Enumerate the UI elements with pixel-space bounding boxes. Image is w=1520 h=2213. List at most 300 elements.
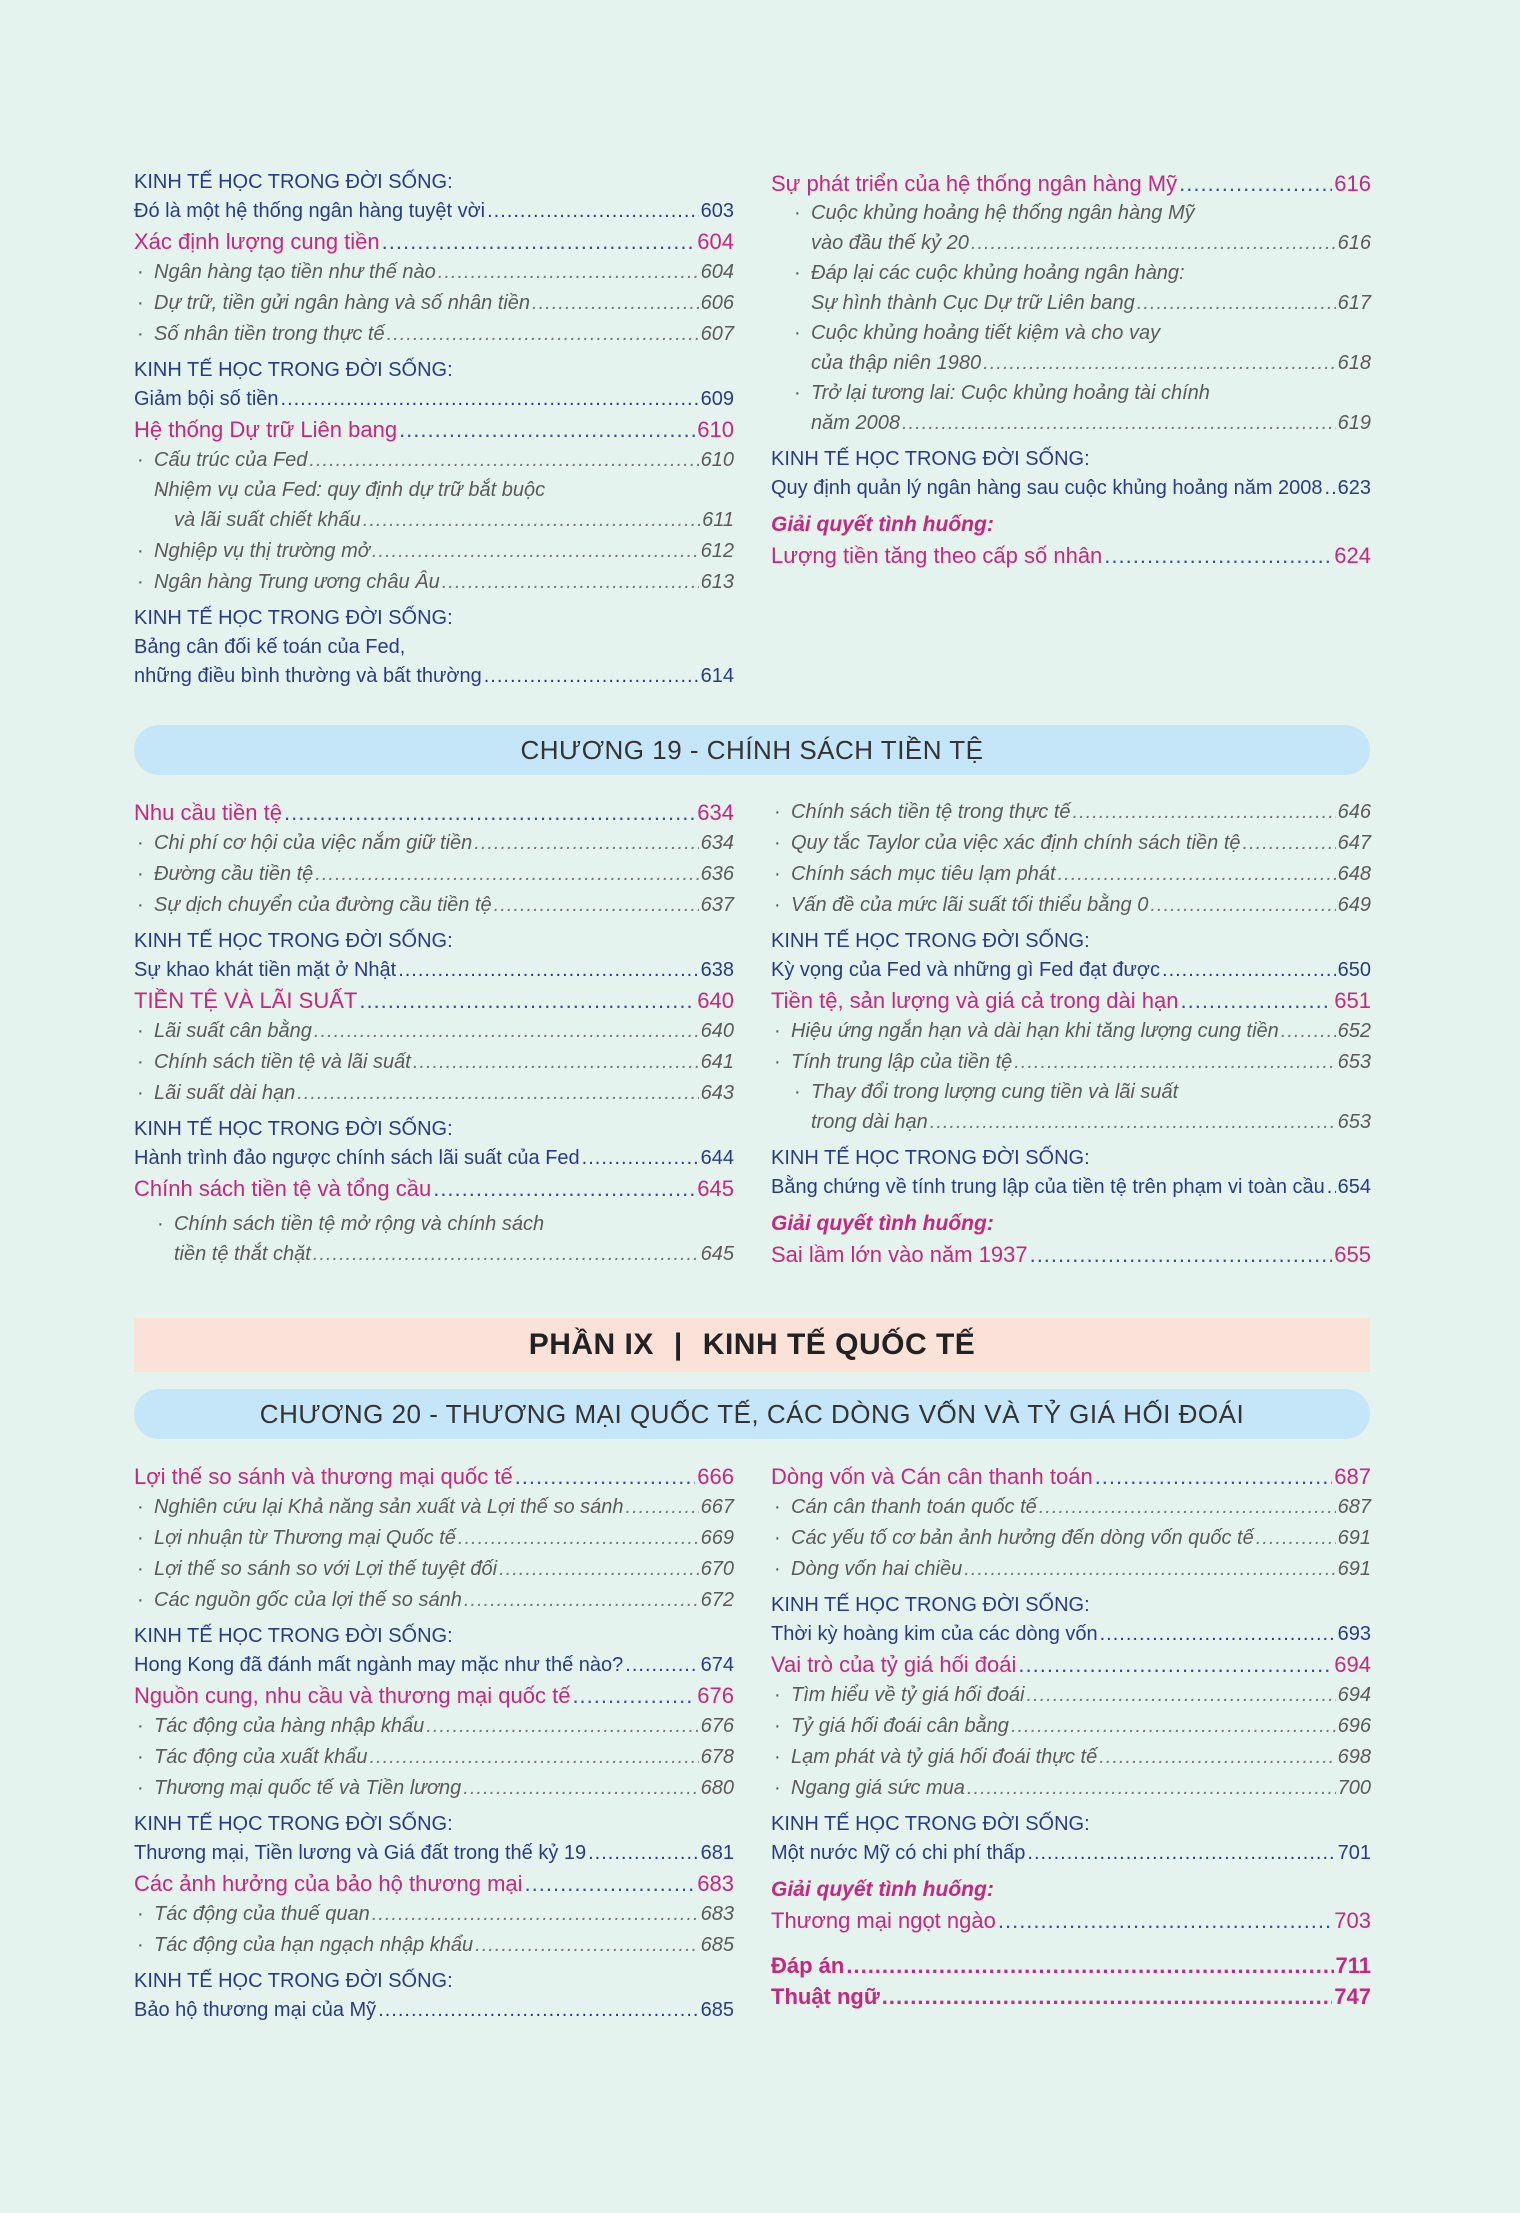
toc-section[interactable] [134,1868,734,1899]
toc-subentry[interactable] [771,1680,1371,1711]
leader-dots [363,505,700,536]
subentry-page: 694 [1337,1684,1371,1706]
case-study-page: 624 [1334,543,1371,568]
toc-subentry[interactable] [771,1711,1371,1742]
leader-dots [372,1899,699,1930]
section-page: 604 [697,229,734,254]
toc-subentry[interactable] [771,1523,1371,1554]
leader-dots [398,956,698,985]
subentry-page: 698 [1337,1746,1371,1768]
toc-section[interactable] [771,1461,1371,1492]
toc-case-study[interactable] [771,1239,1371,1270]
toc-subentry[interactable] [134,288,734,319]
toc-subentry[interactable] [134,1078,734,1109]
subentry-title: tiền tệ thắt chặt [174,1243,311,1265]
leader-dots [964,1554,1335,1585]
subentry-title: · Lạm phát và tỷ giá hối đoái thực tế [791,1746,1098,1768]
toc-section[interactable] [134,414,734,445]
case-study-title: Lượng tiền tăng theo cấp số nhân [771,543,1103,568]
toc-subentry[interactable] [771,1047,1371,1078]
case-study-title: Thương mại ngọt ngào [771,1908,996,1933]
subentry-title: · Dự trữ, tiền gửi ngân hàng và số nhân tiền [154,292,531,314]
leader-dots [281,385,699,414]
subentry-title: · Nghiệp vụ thị trường mở [154,540,370,562]
subentry-page: 611 [702,509,734,531]
subentry-title: · Quy tắc Taylor của việc xác định chính sách tiền tệ [791,832,1241,854]
block3-right-column [771,1461,1371,2012]
subentry-page: 613 [700,571,734,593]
entry-title: Sự khao khát tiền mặt ở Nhật [134,959,397,981]
entry-title: Bằng chứng về tính trung lập của tiền tệ trên phạm vi toàn cầu [771,1176,1325,1198]
leader-dots [382,226,696,257]
toc-entry[interactable] [134,1144,734,1173]
entry-title: những điều bình thường và bất thường [134,665,482,687]
toc-subentry[interactable] [134,1047,734,1078]
leader-dots [433,1173,695,1204]
leader-dots [588,1839,699,1868]
entry-page: 650 [1337,959,1371,981]
leader-dots [442,567,699,598]
subentry-title-line1[interactable]: · Cuộc khủng hoảng tiết kiệm và cho vay [771,319,1371,348]
leader-dots [369,1742,698,1773]
case-study-page: 703 [1334,1908,1371,1933]
leader-dots [525,1868,696,1899]
entry-title-line1[interactable]: Bảng cân đối kế toán của Fed, [134,636,406,658]
block1-right-column [771,168,1371,571]
entry-title: Kỳ vọng của Fed và những gì Fed đạt được [771,959,1161,981]
section-title: Chính sách tiền tệ và tổng cầu [134,1176,432,1201]
toc-subentry[interactable] [134,257,734,288]
leader-dots [902,408,1336,439]
subentry-title: · Ngân hàng Trung ương châu Âu [154,571,440,593]
leader-dots [413,1047,699,1078]
leader-dots [314,1016,699,1047]
section-title: TIỀN TỆ VÀ LÃI SUẤT [134,988,358,1013]
subentry-title-line1[interactable]: · Chính sách tiền tệ mở rộng và chính sách [134,1210,734,1239]
subentry-title: và lãi suất chiết khấu [174,509,361,531]
leader-dots [1095,1461,1333,1492]
toc-subentry[interactable] [771,797,1371,828]
toc-subentry[interactable] [771,1016,1371,1047]
toc-subentry[interactable] [134,1899,734,1930]
toc-subentry[interactable] [134,1585,734,1616]
subentry-page: 618 [1337,352,1371,374]
leader-dots [1073,797,1336,828]
subentry-page: 610 [700,449,734,471]
entry-title: Hành trình đảo ngược chính sách lãi suất của Fed [134,1147,580,1169]
case-study-label: Giải quyết tình huống: [771,513,994,536]
entry-page: 685 [700,1999,734,2021]
subentry-page: 653 [1337,1111,1371,1133]
kt-label: KINH TẾ HỌC TRONG ĐỜI SỐNG: [134,1970,453,1992]
toc-entry[interactable] [771,1173,1371,1202]
subentry-page: 647 [1337,832,1371,854]
subentry-page: 617 [1337,292,1371,314]
subentry-title-line1[interactable]: · Thay đổi trong lượng cung tiền và lãi suất [771,1078,1371,1107]
entry-title: Thương mại, Tiền lương và Giá đất trong thế kỷ 19 [134,1842,587,1864]
toc-subentry[interactable] [134,890,734,921]
glossary-title: Thuật ngữ [771,1984,880,2009]
leader-dots [1011,1711,1336,1742]
leader-dots [1325,474,1336,503]
kt-label: KINH TẾ HỌC TRONG ĐỜI SỐNG: [134,1813,453,1835]
toc-subentry[interactable] [134,1492,734,1523]
subentry-page: 691 [1337,1558,1371,1580]
toc-glossary[interactable] [771,1981,1371,2012]
subentry-page: 604 [700,261,734,283]
section-page: 640 [697,988,734,1013]
glossary-page: 747 [1334,1984,1371,2009]
subentry-title: · Tỷ giá hối đoái cân bằng [791,1715,1009,1737]
leader-dots [309,445,698,476]
subentry-title-line1[interactable]: · Cuộc khủng hoảng hệ thống ngân hàng Mỹ [771,199,1371,228]
section-title: Sự phát triển của hệ thống ngân hàng Mỹ [771,171,1178,196]
toc-case-study[interactable] [771,1905,1371,1936]
toc-subentry[interactable] [771,828,1371,859]
subentry-title-line1[interactable]: · Nhiệm vụ của Fed: quy định dự trữ bắt buộc [134,476,734,505]
leader-dots [572,1680,695,1711]
entry-page: 638 [700,959,734,981]
toc-entry[interactable] [134,385,734,414]
chapter-title: CHƯƠNG 20 - THƯƠNG MẠI QUỐC TẾ, CÁC DÒNG VỐN VÀ TỶ GIÁ HỐI ĐOÁI [259,1398,1245,1429]
toc-case-study[interactable] [771,540,1371,571]
leader-dots [1243,828,1336,859]
toc-subentry[interactable] [771,228,1371,259]
toc-subentry[interactable] [771,1773,1371,1804]
toc-subentry[interactable] [134,445,734,476]
part-separator: | [673,1328,683,1361]
leader-dots [474,828,698,859]
subentry-page: 637 [700,894,734,916]
leader-dots [930,1107,1336,1138]
toc-entry[interactable] [771,1620,1371,1649]
section-page: 676 [697,1683,734,1708]
block3-left-column [134,1461,734,2025]
subentry-title: · Cán cân thanh toán quốc tế [791,1496,1037,1518]
toc-subentry[interactable] [771,859,1371,890]
leader-dots [426,1711,698,1742]
toc-entry[interactable] [771,1839,1371,1868]
section-page: 634 [697,800,734,825]
section-page: 687 [1334,1464,1371,1489]
subentry-page: 672 [700,1589,734,1611]
subentry-title: · Ngân hàng tạo tiền như thế nào [154,261,436,283]
subentry-title: năm 2008 [811,412,900,434]
subentry-title: · Nghiên cứu lại Khả năng sản xuất và Lợi thế so sánh [154,1496,624,1518]
toc-subentry[interactable] [771,1492,1371,1523]
subentry-title: · Lợi nhuận từ Thương mại Quốc tế [154,1527,456,1549]
toc-subentry[interactable] [134,1773,734,1804]
subentry-title-line1[interactable]: · Đáp lại các cuộc khủng hoảng ngân hàng: [771,259,1371,288]
subentry-title: vào đầu thế kỷ 20 [811,232,969,254]
leader-dots [387,319,699,350]
entry-title: Một nước Mỹ có chi phí thấp [771,1842,1026,1864]
entry-page: 674 [700,1654,734,1676]
toc-section[interactable] [134,226,734,257]
subentry-title: · Tác động của xuất khẩu [154,1746,368,1768]
leader-dots [1180,985,1332,1016]
subentry-title: · Lợi thế so sánh so với Lợi thế tuyệt đối [154,1558,498,1580]
toc-section[interactable] [134,1173,734,1204]
toc-entry[interactable] [134,1996,734,2025]
chapter-title: CHƯƠNG 19 - CHÍNH SÁCH TIỀN TỆ [520,734,984,765]
section-page: 694 [1334,1652,1371,1677]
leader-dots [1014,1047,1335,1078]
subentry-page: 678 [700,1746,734,1768]
subentry-title: · Thương mại quốc tế và Tiền lương [154,1777,462,1799]
subentry-title: Sự hình thành Cục Dự trữ Liên bang [811,292,1135,314]
entry-page: 681 [700,1842,734,1864]
toc-answers[interactable] [771,1950,1371,1981]
leader-dots [484,662,699,691]
leader-dots [475,1930,698,1961]
toc-subentry[interactable] [134,859,734,890]
subentry-title: · Tìm hiểu về tỷ giá hối đoái [791,1684,1025,1706]
toc-subentry[interactable] [771,1107,1371,1138]
toc-entry[interactable] [134,1651,734,1680]
subentry-page: 606 [700,292,734,314]
toc-subentry[interactable] [771,288,1371,319]
toc-section[interactable] [134,1461,734,1492]
subentry-page: 616 [1337,232,1371,254]
subentry-title: · Chính sách mục tiêu lạm phát [791,863,1056,885]
leader-dots [1327,1173,1336,1202]
block2-right-column [771,797,1371,1270]
answers-title: Đáp án [771,1953,845,1978]
toc-subentry[interactable] [771,890,1371,921]
subentry-page: 634 [700,832,734,854]
toc-entry[interactable] [134,662,734,691]
entry-title: Quy định quản lý ngân hàng sau cuộc khủng hoảng năm 2008 [771,477,1323,499]
toc-section[interactable] [134,1680,734,1711]
subentry-title: · Lãi suất cân bằng [154,1020,312,1042]
subentry-title: · Chi phí cơ hội của việc nắm giữ tiền [154,832,473,854]
subentry-page: 612 [700,540,734,562]
section-page: 651 [1334,988,1371,1013]
toc-subentry[interactable] [134,828,734,859]
entry-title: Bảo hộ thương mại của Mỹ [134,1999,377,2021]
toc-subentry[interactable] [134,536,734,567]
kt-label: KINH TẾ HỌC TRONG ĐỜI SỐNG: [134,607,453,629]
leader-dots [359,985,695,1016]
leader-dots [315,859,698,890]
leader-dots [313,1239,699,1270]
subentry-title: trong dài hạn [811,1111,928,1133]
toc-section[interactable] [134,985,734,1016]
subentry-title: · Tác động của hàng nhập khẩu [154,1715,425,1737]
leader-dots [971,228,1336,259]
leader-dots [1058,859,1336,890]
subentry-page: 641 [700,1051,734,1073]
leader-dots [1026,1680,1335,1711]
section-title: Tiền tệ, sản lượng và giá cả trong dài hạn [771,988,1179,1013]
section-title: Các ảnh hưởng của bảo hộ thương mại [134,1871,523,1896]
leader-dots [499,1554,699,1585]
section-title: Vai trò của tỷ giá hối đoái [771,1652,1017,1677]
section-title: Lợi thế so sánh và thương mại quốc tế [134,1464,513,1489]
toc-entry[interactable] [134,956,734,985]
case-study-label: Giải quyết tình huống: [771,1212,994,1235]
subentry-page: 696 [1337,1715,1371,1737]
subentry-title: · Các yếu tố cơ bản ảnh hưởng đến dòng vốn quốc tế [791,1527,1254,1549]
entry-page: 623 [1337,477,1371,499]
leader-dots [1150,890,1335,921]
entry-page: 693 [1337,1623,1371,1645]
subentry-page: 683 [700,1903,734,1925]
subentry-page: 645 [700,1243,734,1265]
subentry-page: 640 [700,1020,734,1042]
section-title: Dòng vốn và Cán cân thanh toán [771,1464,1093,1489]
entry-page: 609 [700,388,734,410]
entry-title: Hong Kong đã đánh mất ngành may mặc như thế nào? [134,1654,624,1676]
toc-entry[interactable] [134,1839,734,1868]
leader-dots [1039,1492,1336,1523]
toc-entry[interactable] [771,474,1371,503]
case-study-page: 655 [1334,1242,1371,1267]
toc-entry[interactable] [134,197,734,226]
subentry-title: · Các nguồn gốc của lợi thế so sánh [154,1589,462,1611]
subentry-page: 648 [1337,863,1371,885]
subentry-page: 652 [1337,1020,1371,1042]
subentry-page: 667 [700,1496,734,1518]
section-title: Hệ thống Dự trữ Liên bang [134,417,398,442]
subentry-title: · Tính trung lập của tiền tệ [791,1051,1013,1073]
toc-subentry[interactable] [134,1239,734,1270]
toc-section[interactable] [771,985,1371,1016]
leader-dots [515,1461,696,1492]
toc-subentry[interactable] [134,1930,734,1961]
entry-title: Đó là một hệ thống ngân hàng tuyệt vời [134,200,486,222]
section-title: Nhu cầu tiền tệ [134,800,282,825]
toc-subentry[interactable] [134,1554,734,1585]
toc-subentry[interactable] [134,1016,734,1047]
toc-section[interactable] [771,1649,1371,1680]
subentry-title: · Số nhân tiền trong thực tế [154,323,385,345]
toc-subentry[interactable] [134,1742,734,1773]
subentry-page: 669 [700,1527,734,1549]
toc-section[interactable] [134,797,734,828]
subentry-title: · Tác động của hạn ngạch nhập khẩu [154,1934,474,1956]
chapter-19-banner[interactable] [134,725,1370,775]
subentry-title: · Sự dịch chuyển của đường cầu tiền tệ [154,894,492,916]
section-title: Nguồn cung, nhu cầu và thương mại quốc tế [134,1683,571,1708]
case-study-label: Giải quyết tình huống: [771,1878,994,1901]
subentry-page: 685 [700,1934,734,1956]
section-page: 683 [697,1871,734,1896]
subentry-title: · Vấn đề của mức lãi suất tối thiểu bằng 0 [791,894,1149,916]
leader-dots [1018,1649,1332,1680]
part-9-banner[interactable] [134,1318,1370,1372]
subentry-page: 646 [1337,801,1371,823]
leader-dots [1100,1620,1336,1649]
kt-label: KINH TẾ HỌC TRONG ĐỜI SỐNG: [134,1625,453,1647]
subentry-title: · Đường cầu tiền tệ [154,863,314,885]
subentry-page: 670 [700,1558,734,1580]
toc-subentry[interactable] [771,348,1371,379]
kt-label: KINH TẾ HỌC TRONG ĐỜI SỐNG: [771,448,1090,470]
leader-dots [487,197,699,226]
entry-page: 614 [700,665,734,687]
subentry-title: · Hiệu ứng ngắn hạn và dài hạn khi tăng lượng cung tiền [791,1020,1279,1042]
toc-subentry[interactable] [134,319,734,350]
leader-dots [625,1651,698,1680]
subentry-page: 676 [700,1715,734,1737]
entry-title: Thời kỳ hoàng kim của các dòng vốn [771,1623,1098,1645]
leader-dots [438,257,699,288]
subentry-page: 619 [1337,412,1371,434]
leader-dots [846,1950,1333,1981]
subentry-title: · Lãi suất dài hạn [154,1082,296,1104]
leader-dots [458,1523,699,1554]
toc-subentry[interactable] [771,408,1371,439]
toc-subentry[interactable] [134,1523,734,1554]
subentry-title-line1[interactable]: · Trở lại tương lai: Cuộc khủng hoảng tài chính [771,379,1371,408]
subentry-page: 687 [1337,1496,1371,1518]
kt-label: KINH TẾ HỌC TRONG ĐỜI SỐNG: [134,171,453,193]
toc-subentry[interactable] [771,1554,1371,1585]
subentry-title: · Dòng vốn hai chiều [791,1558,963,1580]
toc-subentry[interactable] [134,505,734,536]
subentry-title: của thập niên 1980 [811,352,982,374]
leader-dots [582,1144,699,1173]
section-page: 616 [1334,171,1371,196]
entry-page: 654 [1337,1176,1371,1198]
subentry-page: 691 [1337,1527,1371,1549]
leader-dots [463,1773,698,1804]
toc-subentry[interactable] [134,1711,734,1742]
case-study-title: Sai lầm lớn vào năm 1937 [771,1242,1028,1267]
leader-dots [1281,1016,1336,1047]
toc-entry[interactable] [771,956,1371,985]
chapter-20-banner[interactable] [134,1389,1370,1439]
kt-label: KINH TẾ HỌC TRONG ĐỜI SỐNG: [771,930,1090,952]
leader-dots [983,348,1335,379]
leader-dots [1137,288,1336,319]
kt-label: KINH TẾ HỌC TRONG ĐỜI SỐNG: [134,1118,453,1140]
subentry-page: 607 [700,323,734,345]
leader-dots [284,797,695,828]
subentry-page: 643 [700,1082,734,1104]
section-page: 666 [697,1464,734,1489]
toc-subentry[interactable] [134,567,734,598]
leader-dots [1104,540,1332,571]
part-title: KINH TẾ QUỐC TẾ [702,1328,976,1361]
subentry-title: · Cấu trúc của Fed [154,449,308,471]
leader-dots [882,1981,1332,2012]
block2-left-column [134,797,734,1270]
toc-section[interactable] [771,168,1371,199]
subentry-page: 653 [1337,1051,1371,1073]
subentry-page: 680 [700,1777,734,1799]
toc-subentry[interactable] [771,1742,1371,1773]
kt-label: KINH TẾ HỌC TRONG ĐỜI SỐNG: [771,1594,1090,1616]
subentry-page: 700 [1337,1777,1371,1799]
leader-dots [464,1585,699,1616]
leader-dots [532,288,699,319]
leader-dots [967,1773,1336,1804]
leader-dots [1162,956,1336,985]
entry-page: 644 [700,1147,734,1169]
leader-dots [372,536,699,567]
leader-dots [1027,1839,1335,1868]
subentry-title: · Ngang giá sức mua [791,1777,965,1799]
leader-dots [626,1492,699,1523]
subentry-title: · Tác động của thuế quan [154,1903,370,1925]
kt-label: KINH TẾ HỌC TRONG ĐỜI SỐNG: [134,359,453,381]
leader-dots [378,1996,698,2025]
leader-dots [1099,1742,1335,1773]
leader-dots [1030,1239,1333,1270]
